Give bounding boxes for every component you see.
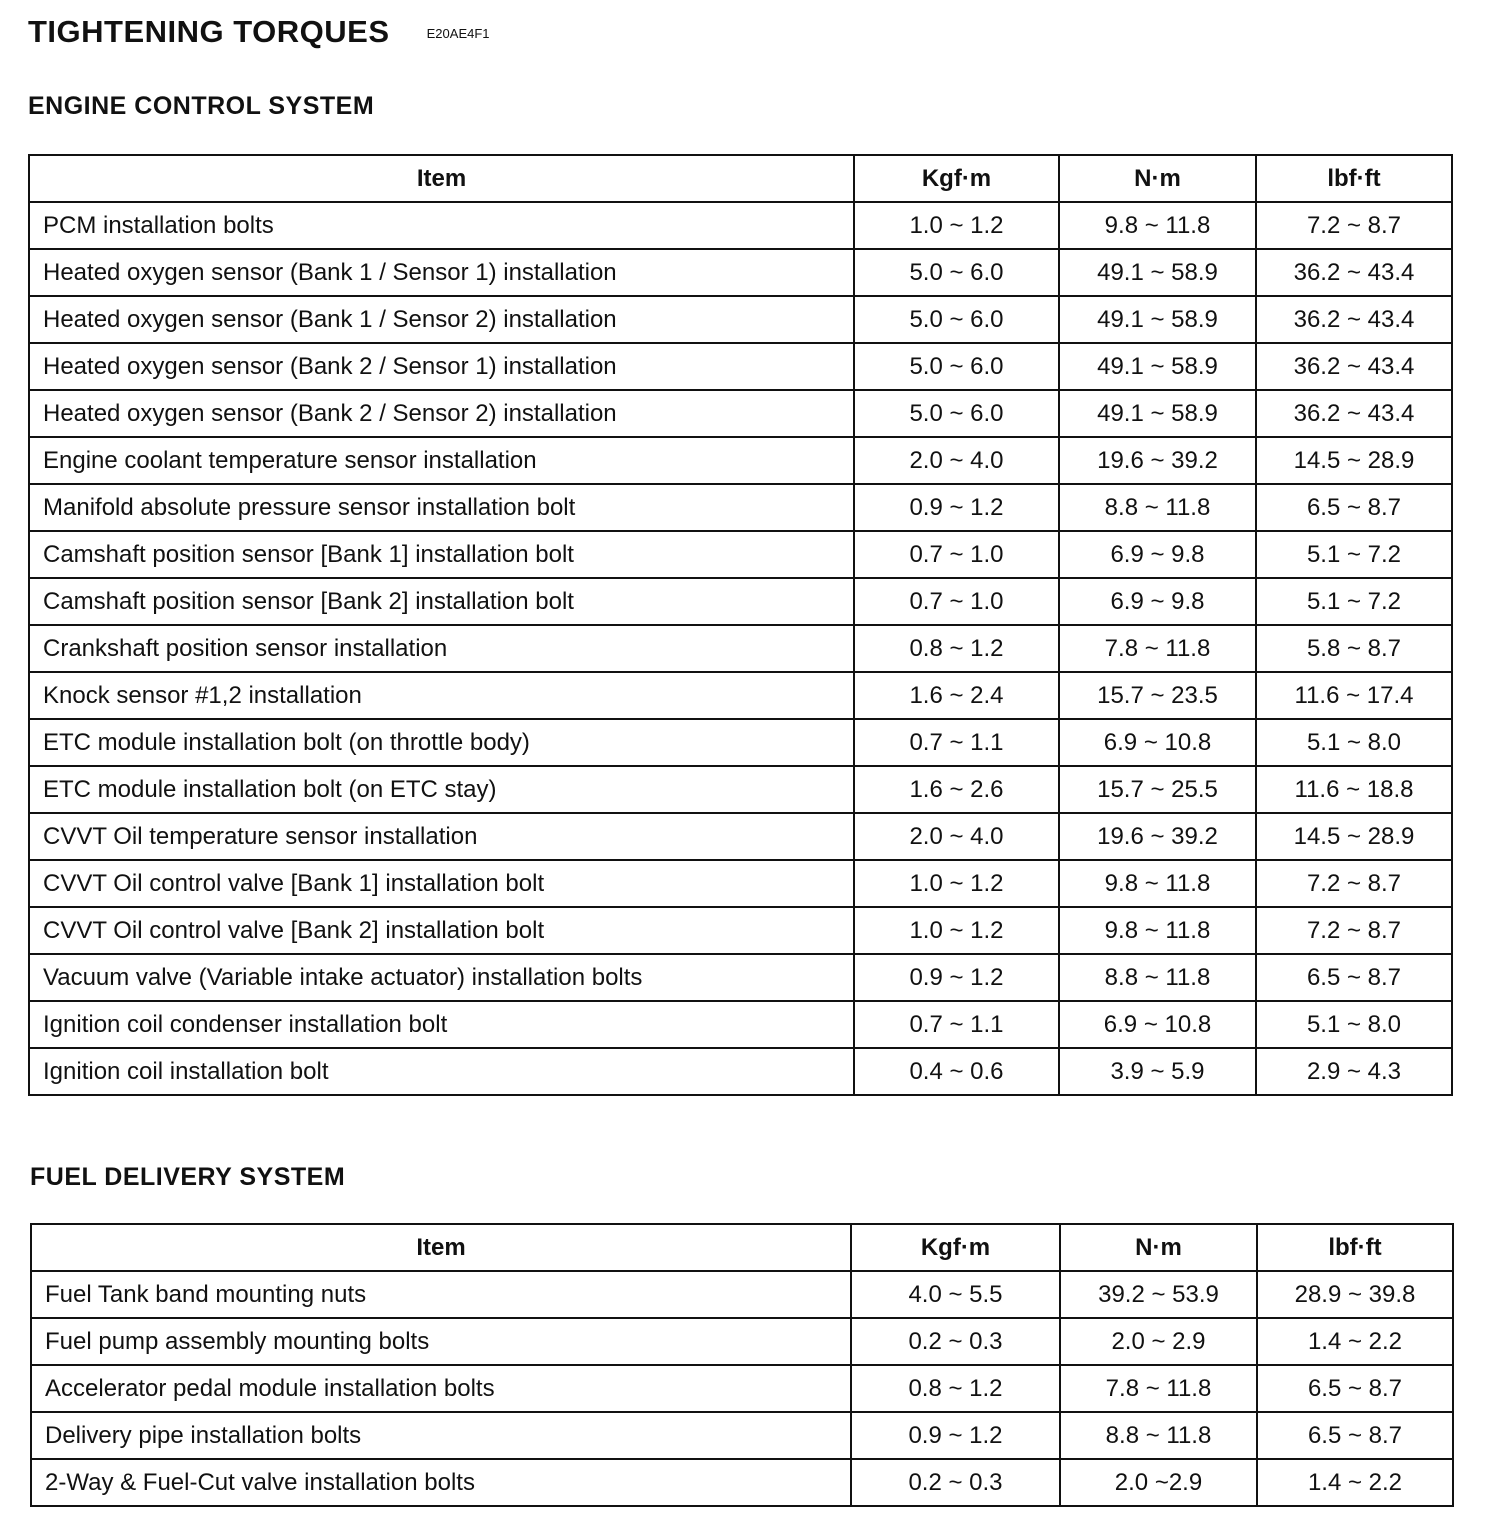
cell-kgf-m: 5.0 ~ 6.0 <box>854 390 1059 437</box>
table-row <box>31 1318 1453 1365</box>
cell-n-m: 15.7 ~ 23.5 <box>1059 672 1256 719</box>
cell-lbf-ft: 1.4 ~ 2.2 <box>1257 1318 1453 1365</box>
engine-control-torque-table <box>28 154 1453 1096</box>
cell-lbf-ft: 14.5 ~ 28.9 <box>1256 437 1452 484</box>
table-row <box>29 625 1452 672</box>
table-row <box>29 578 1452 625</box>
cell-lbf-ft: 1.4 ~ 2.2 <box>1257 1459 1453 1506</box>
cell-item: PCM installation bolts <box>29 202 854 249</box>
cell-n-m: 9.8 ~ 11.8 <box>1059 907 1256 954</box>
table-row <box>29 249 1452 296</box>
cell-kgf-m: 4.0 ~ 5.5 <box>851 1271 1060 1318</box>
cell-item: Heated oxygen sensor (Bank 2 / Sensor 1) installation <box>29 343 854 390</box>
cell-item: Engine coolant temperature sensor installation <box>29 437 854 484</box>
table-row <box>29 860 1452 907</box>
cell-item: Fuel pump assembly mounting bolts <box>31 1318 851 1365</box>
header-lbf-ft: lbf·ft <box>1257 1224 1453 1271</box>
table-row <box>29 296 1452 343</box>
cell-kgf-m: 0.9 ~ 1.2 <box>854 954 1059 1001</box>
cell-item: CVVT Oil control valve [Bank 2] installation bolt <box>29 907 854 954</box>
cell-n-m: 19.6 ~ 39.2 <box>1059 437 1256 484</box>
table-row <box>29 531 1452 578</box>
cell-kgf-m: 0.7 ~ 1.0 <box>854 578 1059 625</box>
cell-lbf-ft: 5.1 ~ 8.0 <box>1256 1001 1452 1048</box>
table-row <box>31 1459 1453 1506</box>
cell-n-m: 6.9 ~ 9.8 <box>1059 531 1256 578</box>
table-row <box>29 719 1452 766</box>
table-row <box>29 484 1452 531</box>
cell-lbf-ft: 6.5 ~ 8.7 <box>1257 1365 1453 1412</box>
cell-n-m: 2.0 ~2.9 <box>1060 1459 1257 1506</box>
table-row <box>29 813 1452 860</box>
cell-kgf-m: 1.6 ~ 2.4 <box>854 672 1059 719</box>
cell-n-m: 6.9 ~ 10.8 <box>1059 1001 1256 1048</box>
cell-lbf-ft: 14.5 ~ 28.9 <box>1256 813 1452 860</box>
cell-n-m: 39.2 ~ 53.9 <box>1060 1271 1257 1318</box>
cell-item: Crankshaft position sensor installation <box>29 625 854 672</box>
cell-lbf-ft: 5.1 ~ 8.0 <box>1256 719 1452 766</box>
cell-kgf-m: 0.2 ~ 0.3 <box>851 1318 1060 1365</box>
cell-item: Ignition coil condenser installation bolt <box>29 1001 854 1048</box>
cell-item: Accelerator pedal module installation bolts <box>31 1365 851 1412</box>
cell-lbf-ft: 6.5 ~ 8.7 <box>1257 1412 1453 1459</box>
cell-item: Knock sensor #1,2 installation <box>29 672 854 719</box>
cell-n-m: 8.8 ~ 11.8 <box>1059 484 1256 531</box>
cell-lbf-ft: 36.2 ~ 43.4 <box>1256 343 1452 390</box>
cell-kgf-m: 5.0 ~ 6.0 <box>854 249 1059 296</box>
cell-lbf-ft: 11.6 ~ 17.4 <box>1256 672 1452 719</box>
cell-n-m: 8.8 ~ 11.8 <box>1059 954 1256 1001</box>
cell-kgf-m: 2.0 ~ 4.0 <box>854 813 1059 860</box>
cell-n-m: 6.9 ~ 9.8 <box>1059 578 1256 625</box>
cell-n-m: 49.1 ~ 58.9 <box>1059 343 1256 390</box>
cell-kgf-m: 1.0 ~ 1.2 <box>854 907 1059 954</box>
cell-n-m: 49.1 ~ 58.9 <box>1059 390 1256 437</box>
cell-item: 2-Way & Fuel-Cut valve installation bolts <box>31 1459 851 1506</box>
page-title <box>28 14 490 50</box>
cell-lbf-ft: 5.1 ~ 7.2 <box>1256 578 1452 625</box>
cell-item: Fuel Tank band mounting nuts <box>31 1271 851 1318</box>
cell-n-m: 7.8 ~ 11.8 <box>1059 625 1256 672</box>
header-kgf-m: Kgf·m <box>851 1224 1060 1271</box>
cell-lbf-ft: 36.2 ~ 43.4 <box>1256 296 1452 343</box>
cell-item: Ignition coil installation bolt <box>29 1048 854 1095</box>
cell-kgf-m: 5.0 ~ 6.0 <box>854 343 1059 390</box>
cell-kgf-m: 0.8 ~ 1.2 <box>851 1365 1060 1412</box>
cell-kgf-m: 5.0 ~ 6.0 <box>854 296 1059 343</box>
cell-item: Heated oxygen sensor (Bank 1 / Sensor 2) installation <box>29 296 854 343</box>
fuel-delivery-torque-table <box>30 1223 1454 1507</box>
cell-lbf-ft: 5.8 ~ 8.7 <box>1256 625 1452 672</box>
cell-kgf-m: 0.7 ~ 1.1 <box>854 719 1059 766</box>
engine-control-section-title: ENGINE CONTROL SYSTEM <box>28 92 375 120</box>
cell-n-m: 9.8 ~ 11.8 <box>1059 202 1256 249</box>
cell-item: Heated oxygen sensor (Bank 2 / Sensor 2) installation <box>29 390 854 437</box>
cell-n-m: 49.1 ~ 58.9 <box>1059 296 1256 343</box>
cell-kgf-m: 0.4 ~ 0.6 <box>854 1048 1059 1095</box>
cell-kgf-m: 0.2 ~ 0.3 <box>851 1459 1060 1506</box>
table-row <box>29 766 1452 813</box>
cell-lbf-ft: 7.2 ~ 8.7 <box>1256 907 1452 954</box>
cell-kgf-m: 0.9 ~ 1.2 <box>851 1412 1060 1459</box>
cell-kgf-m: 2.0 ~ 4.0 <box>854 437 1059 484</box>
table-row <box>29 1048 1452 1095</box>
cell-lbf-ft: 2.9 ~ 4.3 <box>1256 1048 1452 1095</box>
cell-item: Manifold absolute pressure sensor installation bolt <box>29 484 854 531</box>
cell-n-m: 3.9 ~ 5.9 <box>1059 1048 1256 1095</box>
cell-lbf-ft: 11.6 ~ 18.8 <box>1256 766 1452 813</box>
cell-n-m: 8.8 ~ 11.8 <box>1060 1412 1257 1459</box>
table-row <box>29 672 1452 719</box>
page-title-text: TIGHTENING TORQUES <box>28 14 390 49</box>
fuel-delivery-section-title: FUEL DELIVERY SYSTEM <box>30 1163 346 1191</box>
cell-kgf-m: 0.7 ~ 1.1 <box>854 1001 1059 1048</box>
cell-lbf-ft: 36.2 ~ 43.4 <box>1256 390 1452 437</box>
header-n-m: N·m <box>1059 155 1256 202</box>
document-code: E20AE4F1 <box>426 26 490 42</box>
cell-n-m: 7.8 ~ 11.8 <box>1060 1365 1257 1412</box>
cell-kgf-m: 1.0 ~ 1.2 <box>854 202 1059 249</box>
table-row <box>29 907 1452 954</box>
cell-lbf-ft: 28.9 ~ 39.8 <box>1257 1271 1453 1318</box>
cell-item: Camshaft position sensor [Bank 1] installation bolt <box>29 531 854 578</box>
header-lbf-ft: lbf·ft <box>1256 155 1452 202</box>
table-row <box>29 437 1452 484</box>
cell-lbf-ft: 5.1 ~ 7.2 <box>1256 531 1452 578</box>
cell-item: ETC module installation bolt (on throttle body) <box>29 719 854 766</box>
table-row <box>31 1271 1453 1318</box>
header-item: Item <box>29 155 854 202</box>
cell-item: Delivery pipe installation bolts <box>31 1412 851 1459</box>
cell-item: Camshaft position sensor [Bank 2] installation bolt <box>29 578 854 625</box>
fuel-delivery-rows <box>31 1271 1453 1506</box>
table-row <box>29 1001 1452 1048</box>
cell-kgf-m: 1.0 ~ 1.2 <box>854 860 1059 907</box>
table-row <box>29 202 1452 249</box>
engine-control-rows <box>29 202 1452 1095</box>
cell-lbf-ft: 6.5 ~ 8.7 <box>1256 484 1452 531</box>
header-kgf-m: Kgf·m <box>854 155 1059 202</box>
cell-n-m: 15.7 ~ 25.5 <box>1059 766 1256 813</box>
cell-kgf-m: 0.9 ~ 1.2 <box>854 484 1059 531</box>
cell-item: Heated oxygen sensor (Bank 1 / Sensor 1) installation <box>29 249 854 296</box>
cell-item: ETC module installation bolt (on ETC stay) <box>29 766 854 813</box>
cell-lbf-ft: 7.2 ~ 8.7 <box>1256 860 1452 907</box>
cell-lbf-ft: 7.2 ~ 8.7 <box>1256 202 1452 249</box>
table-row <box>31 1365 1453 1412</box>
table-row <box>29 390 1452 437</box>
cell-n-m: 2.0 ~ 2.9 <box>1060 1318 1257 1365</box>
cell-item: CVVT Oil temperature sensor installation <box>29 813 854 860</box>
cell-n-m: 49.1 ~ 58.9 <box>1059 249 1256 296</box>
table-row <box>31 1412 1453 1459</box>
cell-kgf-m: 0.8 ~ 1.2 <box>854 625 1059 672</box>
cell-kgf-m: 1.6 ~ 2.6 <box>854 766 1059 813</box>
cell-lbf-ft: 6.5 ~ 8.7 <box>1256 954 1452 1001</box>
cell-n-m: 19.6 ~ 39.2 <box>1059 813 1256 860</box>
cell-n-m: 9.8 ~ 11.8 <box>1059 860 1256 907</box>
table-row <box>29 954 1452 1001</box>
table-header-row <box>29 155 1452 202</box>
cell-kgf-m: 0.7 ~ 1.0 <box>854 531 1059 578</box>
cell-n-m: 6.9 ~ 10.8 <box>1059 719 1256 766</box>
cell-item: Vacuum valve (Variable intake actuator) installation bolts <box>29 954 854 1001</box>
table-header-row <box>31 1224 1453 1271</box>
cell-lbf-ft: 36.2 ~ 43.4 <box>1256 249 1452 296</box>
cell-item: CVVT Oil control valve [Bank 1] installation bolt <box>29 860 854 907</box>
table-row <box>29 343 1452 390</box>
header-item: Item <box>31 1224 851 1271</box>
header-n-m: N·m <box>1060 1224 1257 1271</box>
